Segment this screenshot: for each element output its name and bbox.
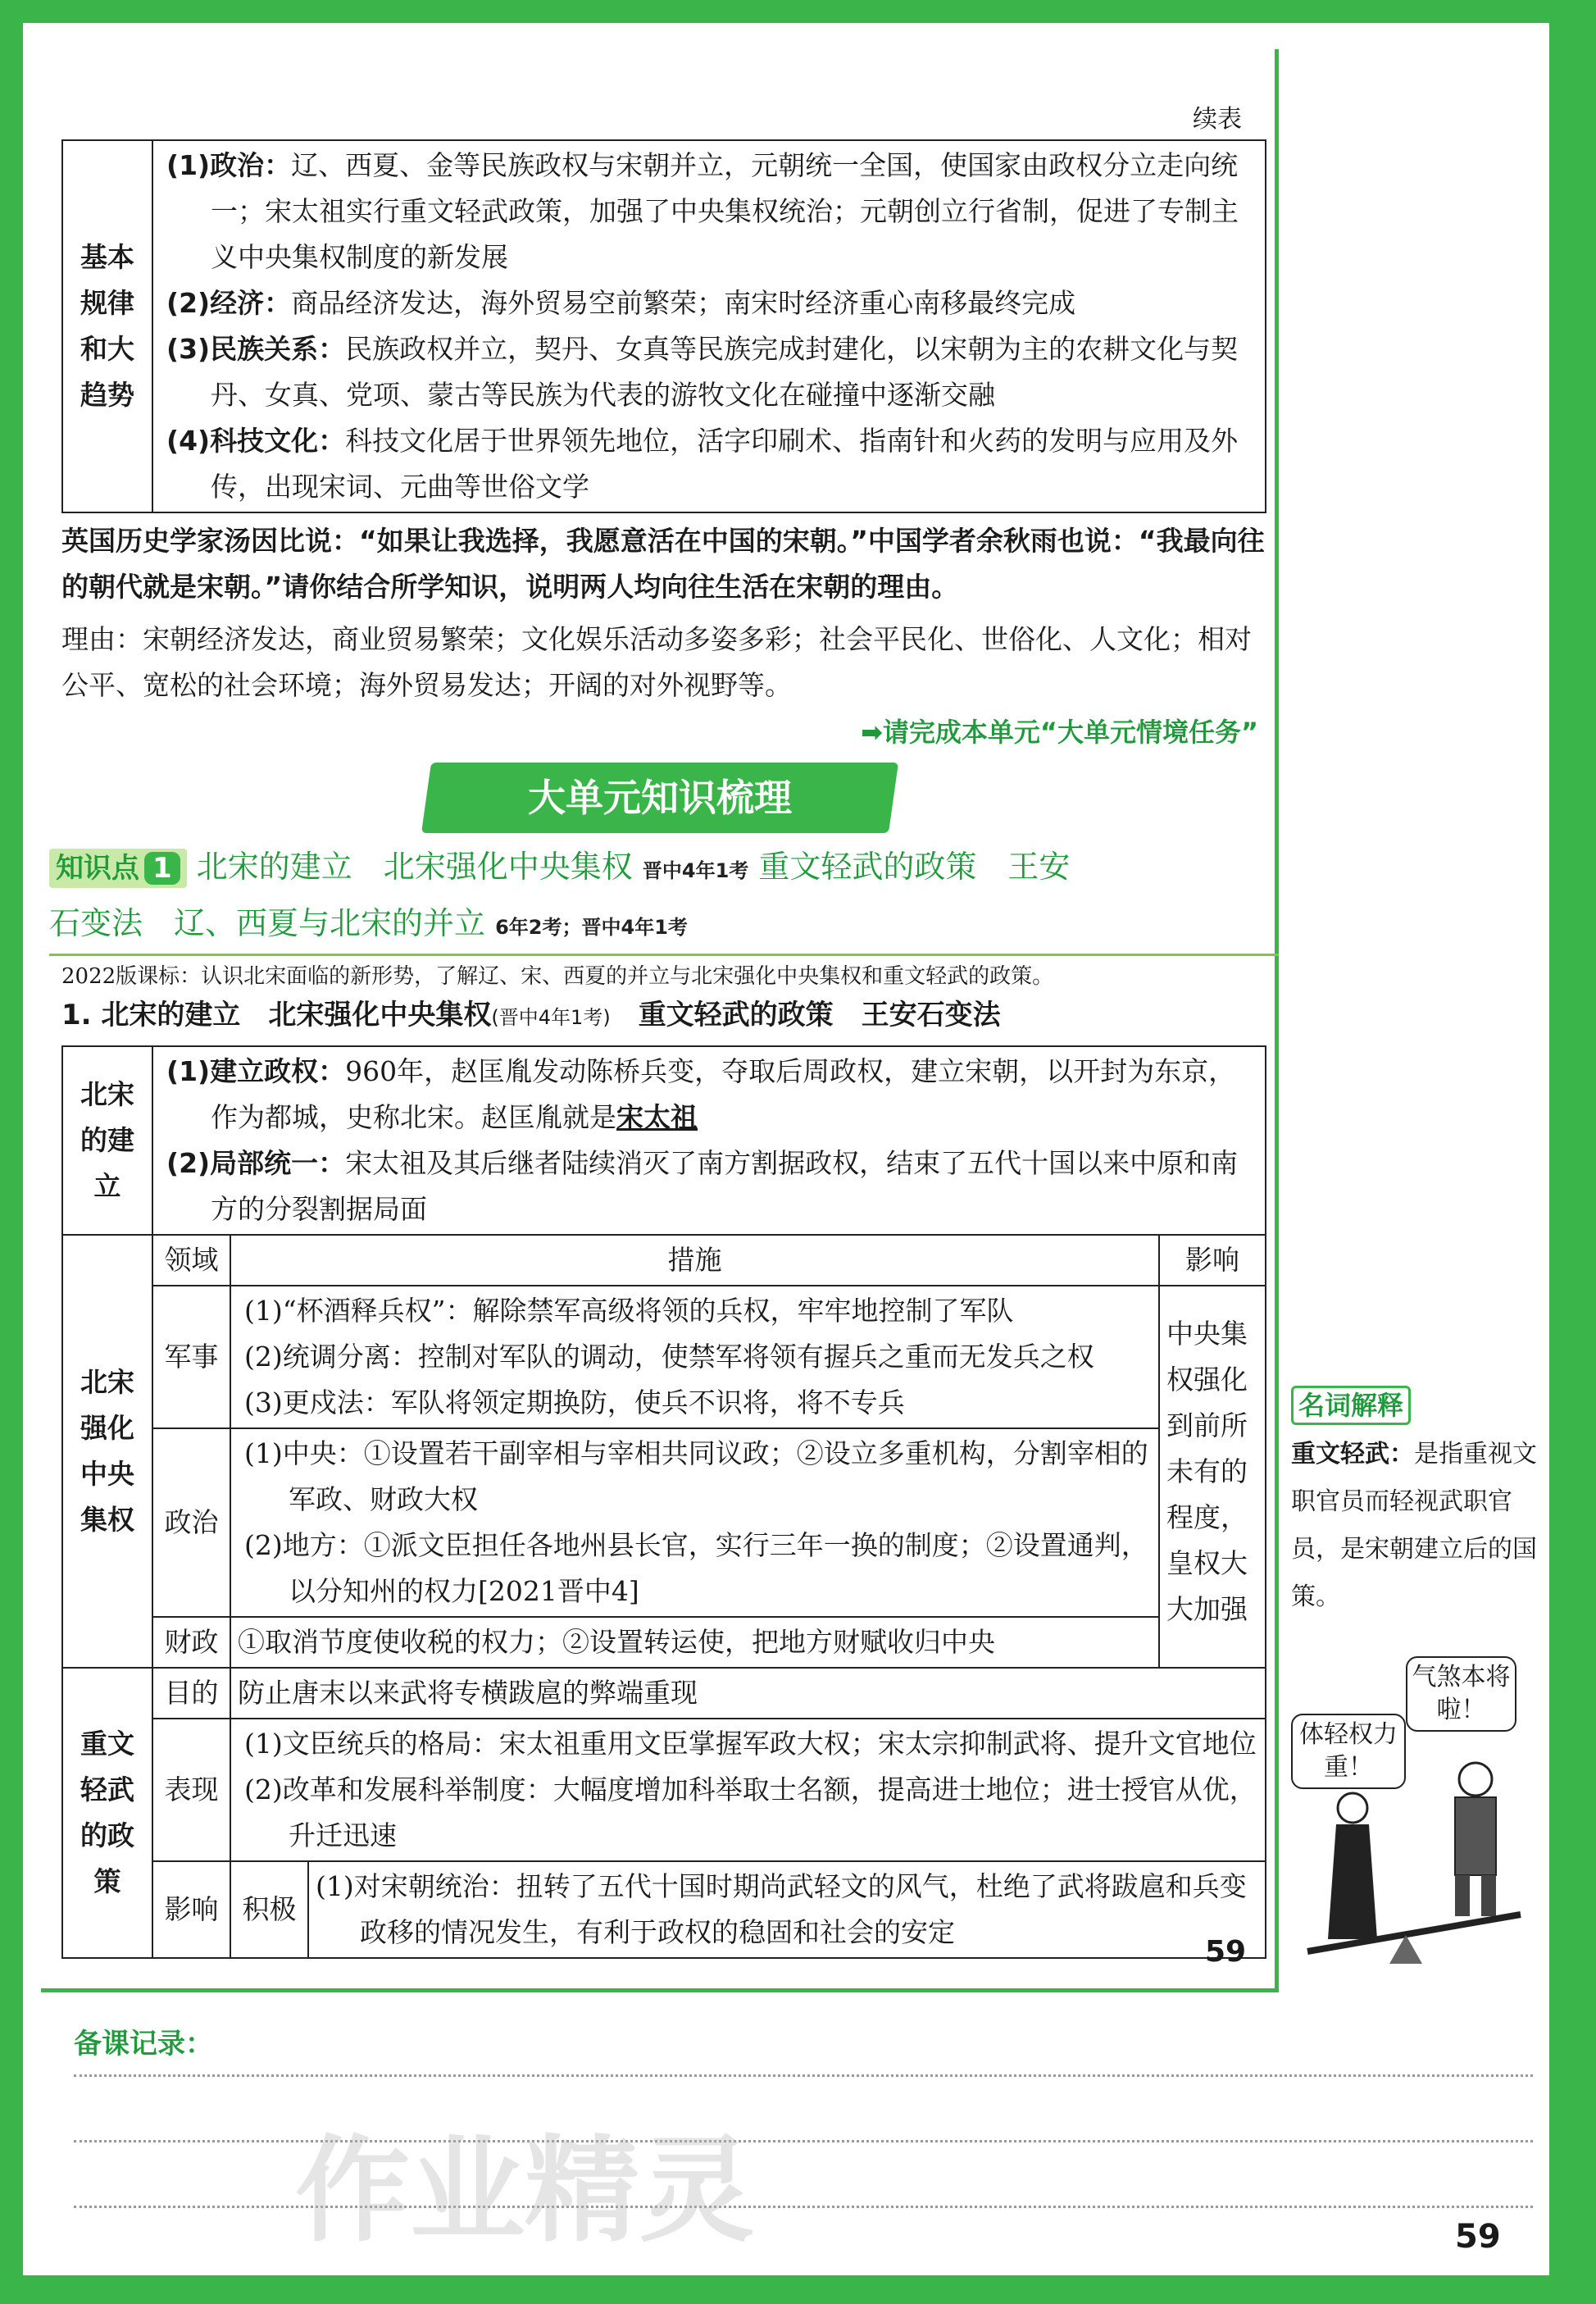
continued-label: 续表 [1193,105,1242,134]
knowledge-point-header: 知识点 1 北宋的建立 北宋强化中央集权 晋中4年1考 重文轻武的政策 王安 石变法 辽、西夏与北宋的并立 6年2考；晋中4年1考 [49,840,1279,956]
founding-item: (1)建立政权：960年，赵匡胤发动陈桥兵变，夺取后周政权，建立宋朝，以开封为东京，作为都城，史称北宋。赵匡胤就是宋太祖 [166,1055,1236,1133]
section-title: 1. 北宋的建立 北宋强化中央集权(晋中4年1考) 重文轻武的政策 王安石变法 [61,999,1001,1031]
notes-label: 备课记录： [74,2028,213,2060]
trend-table [61,139,1266,513]
note-line-1 [74,2074,1533,2077]
header-measure: 措施 [230,1235,1159,1286]
politics-content [230,1428,1159,1617]
finance-content: ①取消节度使收税的权力；②设置转运使，把地方财赋收归中央 [230,1617,1159,1668]
task-link[interactable]: ➡请完成本单元“大单元情境任务” [861,717,1258,748]
central-label: 北宋强化中央集权 [62,1235,152,1668]
military-item: (2)统调分离：控制对军队的调动，使禁军将领有握兵之重而无发兵之权 [244,1341,1094,1373]
politics-item: (2)地方：①派文臣担任各地州县长官，实行三年一换的制度；②设置通判，以分知州的权力[2021晋中4] [244,1529,1148,1607]
page-number-bottom: 59 [1455,2218,1501,2256]
note-line-2 [74,2140,1533,2142]
politics-item: (1)中央：①设置若干副宰相与宰相共同议政；②设立多重机构，分割宰相的军政、财政大权 [244,1437,1148,1515]
kp-badge: 知识点 1 [49,849,187,888]
trend-item: (2)经济：商品经济发达，海外贸易空前繁荣；南宋时经济重心南移最终完成 [166,287,1076,319]
main-page [41,49,1279,1992]
military-content [230,1286,1159,1428]
founding-item: (2)局部统一：宋太祖及其后继者陆续消灭了南方割据政权，结束了五代十国以来中原和南方的分裂割据局面 [166,1147,1239,1225]
trend-item: (4)科技文化：科技文化居于世界领先地位，活字印刷术、指南针和火药的发明与应用及外传，出现宋词、元曲等世俗文学 [166,425,1239,503]
bottom-border [0,2275,1596,2304]
trend-item: (3)民族关系：民族政权并立，契丹、女真等民族完成封建化，以宋朝为主的农耕文化与契丹、女真、党项、蒙古等民族为代表的游牧文化在碰撞中逐渐交融 [166,333,1239,411]
main-table [61,1045,1266,1959]
term-title: 名词解释 [1291,1386,1411,1425]
central-effect: 中央集权强化到前所未有的程度，皇权大大加强 [1159,1286,1266,1668]
policy-label: 重文轻武的政策 [62,1668,152,1958]
curriculum-note: 2022版课标：认识北宋面临的新形势，了解辽、宋、西夏的并立与北宋强化中央集权和重文轻武的政策。 [61,964,1054,989]
trend-label: 基本规律和大趋势 [62,140,152,512]
show-content [230,1719,1266,1861]
question: 英国历史学家汤因比说：“如果让我选择，我愿意活在中国的宋朝。”中国学者余秋雨也说：“我最向往的朝代就是宋朝。”请你结合所学知识，说明两人均向往生活在宋朝的理由。 [61,525,1265,603]
answer: 理由：宋朝经济发达，商业贸易繁荣；文化娱乐活动多姿多彩；社会平民化、世俗化、人文化；相对公平、宽松的社会环境；海外贸易发达；开阔的对外视野等。 [61,623,1252,701]
founding-label: 北宋的建立 [62,1046,152,1235]
sidebar [1283,49,1545,1992]
military-label: 军事 [152,1286,230,1428]
speech-bubble-general: 气煞本将啦！ [1406,1656,1516,1732]
show-label: 表现 [152,1719,230,1861]
finance-label: 财政 [152,1617,230,1668]
header-field: 领域 [152,1235,230,1286]
positive-label: 积极 [230,1861,308,1958]
left-border [0,0,23,2304]
note-line-3 [74,2206,1533,2208]
military-item: (1)“杯酒释兵权”：解除禁军高级将领的兵权，牢牢地控制了军队 [244,1295,1014,1327]
show-item: (1)文臣统兵的格局：宋太祖重用文臣掌握军政大权；宋太宗抑制武将、提升文官地位 [244,1728,1257,1760]
speech-bubble-official: 体轻权力重！ [1291,1714,1406,1789]
impact-label: 影响 [152,1861,230,1958]
seesaw-illustration [1291,1656,1537,1968]
purpose-content: 防止唐末以来武将专横跋扈的弊端重现 [230,1668,1266,1719]
term-explanation: 重文轻武：是指重视文职官员而轻视武职官员，是宋朝建立后的国策。 [1291,1440,1537,1611]
page-number: 59 [1205,1935,1247,1969]
show-item: (2)改革和发展科举制度：大幅度增加科举取士名额，提高进士地位；进士授官从优，升迁迅速 [244,1774,1257,1851]
purpose-label: 目的 [152,1668,230,1719]
top-border [0,0,1596,23]
politics-label: 政治 [152,1428,230,1617]
founding-content [152,1046,1266,1235]
cartoon [1291,1656,1537,1968]
trend-item: (1)政治：辽、西夏、金等民族政权与宋朝并立，元朝统一全国，使国家由政权分立走向统一；宋太祖实行重文轻武政策，加强了中央集权统治；元朝创立行省制，促进了专制主义中央集权制度的新发展 [166,149,1239,273]
positive-content: (1)对宋朝统治：扭转了五代十国时期尚武轻文的风气，杜绝了武将跋扈和兵变政移的情况发生，有利于政权的稳固和社会的安定 [308,1861,1266,1958]
trend-content [152,140,1266,512]
header-effect: 影响 [1159,1235,1266,1286]
right-border [1549,0,1596,2304]
watermark: 作业精灵 [295,2124,755,2258]
section-banner: 大单元知识梳理 [421,763,898,833]
military-item: (3)更戍法：军队将领定期换防，使兵不识将，将不专兵 [244,1386,905,1418]
